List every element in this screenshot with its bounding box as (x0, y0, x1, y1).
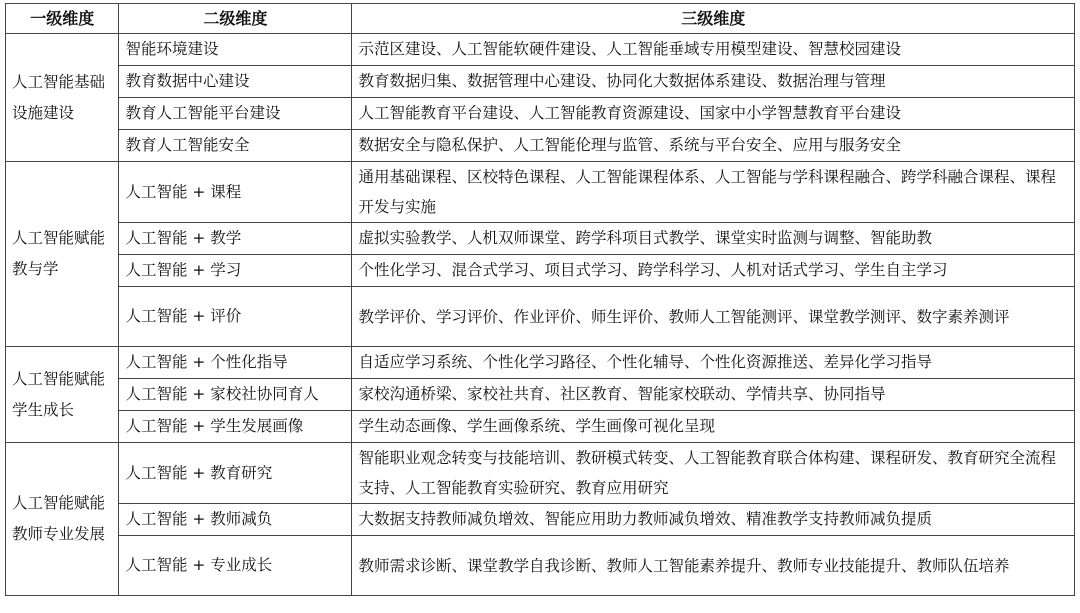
table-row (6, 130, 1075, 162)
table-row (6, 379, 1075, 411)
table-row (6, 162, 1075, 223)
level1-cell: 人工智能赋能教师专业发展 (6, 443, 119, 596)
level1-cell: 人工智能赋能学生成长 (6, 347, 119, 443)
table-row (6, 98, 1075, 130)
header-row (6, 4, 1075, 34)
level2-cell: 人工智能 + 个性化指导 (119, 347, 352, 379)
level2-cell: 人工智能 + 教育研究 (119, 443, 352, 504)
level2-cell: 人工智能 + 评价 (119, 287, 352, 347)
table-row (6, 411, 1075, 443)
table-row (6, 504, 1075, 536)
level3-cell: 家校沟通桥梁、家校社共育、社区教育、智能家校联动、学情共享、协同指导 (352, 379, 1075, 411)
level3-cell: 教师需求诊断、课堂教学自我诊断、教师人工智能素养提升、教师专业技能提升、教师队伍培养 (352, 536, 1075, 596)
level3-cell: 示范区建设、人工智能软硬件建设、人工智能垂域专用模型建设、智慧校园建设 (352, 34, 1075, 66)
table-row (6, 287, 1075, 347)
level2-cell: 人工智能 + 教师减负 (119, 504, 352, 536)
table-row (6, 443, 1075, 504)
table-row (6, 223, 1075, 255)
level2-cell: 人工智能 + 专业成长 (119, 536, 352, 596)
table-row (6, 34, 1075, 66)
level2-cell: 人工智能 + 学习 (119, 255, 352, 287)
level1-cell: 人工智能赋能教与学 (6, 162, 119, 347)
level3-cell: 智能职业观念转变与技能培训、教研模式转变、人工智能教育联合体构建、课程研发、教育研究全流程支持、人工智能教育实验研究、教育应用研究 (352, 443, 1075, 504)
level1-cell: 人工智能基础设施建设 (6, 34, 119, 162)
level2-cell: 教育数据中心建设 (119, 66, 352, 98)
table-row (6, 347, 1075, 379)
level2-cell: 智能环境建设 (119, 34, 352, 66)
level3-cell: 数据安全与隐私保护、人工智能伦理与监管、系统与平台安全、应用与服务安全 (352, 130, 1075, 162)
header-level1: 一级维度 (6, 4, 119, 34)
level2-cell: 人工智能 + 学生发展画像 (119, 411, 352, 443)
level2-cell: 人工智能 + 课程 (119, 162, 352, 223)
level2-cell: 教育人工智能安全 (119, 130, 352, 162)
level3-cell: 虚拟实验教学、人机双师课堂、跨学科项目式教学、课堂实时监测与调整、智能助教 (352, 223, 1075, 255)
level3-cell: 大数据支持教师减负增效、智能应用助力教师减负增效、精准教学支持教师减负提质 (352, 504, 1075, 536)
level3-cell: 学生动态画像、学生画像系统、学生画像可视化呈现 (352, 411, 1075, 443)
table-row (6, 255, 1075, 287)
level2-cell: 人工智能 + 家校社协同育人 (119, 379, 352, 411)
header-level3: 三级维度 (352, 4, 1075, 34)
table-row (6, 66, 1075, 98)
level3-cell: 教学评价、学习评价、作业评价、师生评价、教师人工智能测评、课堂教学测评、数字素养测评 (352, 287, 1075, 347)
level3-cell: 人工智能教育平台建设、人工智能教育资源建设、国家中小学智慧教育平台建设 (352, 98, 1075, 130)
table-row (6, 536, 1075, 596)
level2-cell: 人工智能 + 教学 (119, 223, 352, 255)
dimension-table (5, 3, 1075, 596)
header-level2: 二级维度 (119, 4, 352, 34)
level3-cell: 通用基础课程、区校特色课程、人工智能课程体系、人工智能与学科课程融合、跨学科融合课程、课程开发与实施 (352, 162, 1075, 223)
level3-cell: 个性化学习、混合式学习、项目式学习、跨学科学习、人机对话式学习、学生自主学习 (352, 255, 1075, 287)
level2-cell: 教育人工智能平台建设 (119, 98, 352, 130)
level3-cell: 教育数据归集、数据管理中心建设、协同化大数据体系建设、数据治理与管理 (352, 66, 1075, 98)
level3-cell: 自适应学习系统、个性化学习路径、个性化辅导、个性化资源推送、差异化学习指导 (352, 347, 1075, 379)
